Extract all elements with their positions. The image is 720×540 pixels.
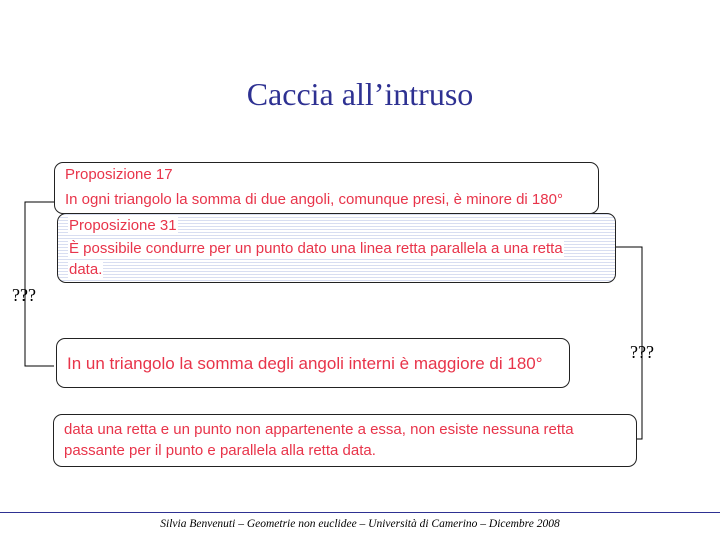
proposition-17-box: [54, 162, 599, 214]
triangle-statement-text: In un triangolo la somma degli angoli interni è maggiore di 180°: [67, 354, 543, 373]
parallel-statement-line1: data una retta e un punto non appartenente a essa, non esiste nessuna retta: [64, 421, 574, 438]
proposition-31-box: [57, 213, 616, 283]
proposition-31-heading: Proposizione 31: [69, 217, 177, 234]
triangle-statement-box: [56, 338, 570, 388]
proposition-17-text: In ogni triangolo la somma di due angoli, comunque presi, è minore di 180°: [65, 191, 563, 208]
proposition-31-text-line2: data.: [69, 261, 103, 278]
parallel-statement-line2: passante per il punto e parallela alla retta data.: [64, 442, 376, 459]
proposition-17-heading: Proposizione 17: [65, 166, 173, 183]
left-question-label: ???: [12, 285, 36, 305]
slide-title: Caccia all’intruso: [246, 76, 474, 112]
right-question-label: ???: [630, 342, 654, 362]
footer-rule: [0, 512, 720, 513]
proposition-31-text-line1: È possibile condurre per un punto dato una linea retta parallela a una retta: [69, 240, 563, 257]
parallel-statement-box: [53, 414, 637, 467]
footer-text: Silvia Benvenuti – Geometrie non euclidee – Università di Camerino – Dicembre 2008: [160, 518, 560, 530]
